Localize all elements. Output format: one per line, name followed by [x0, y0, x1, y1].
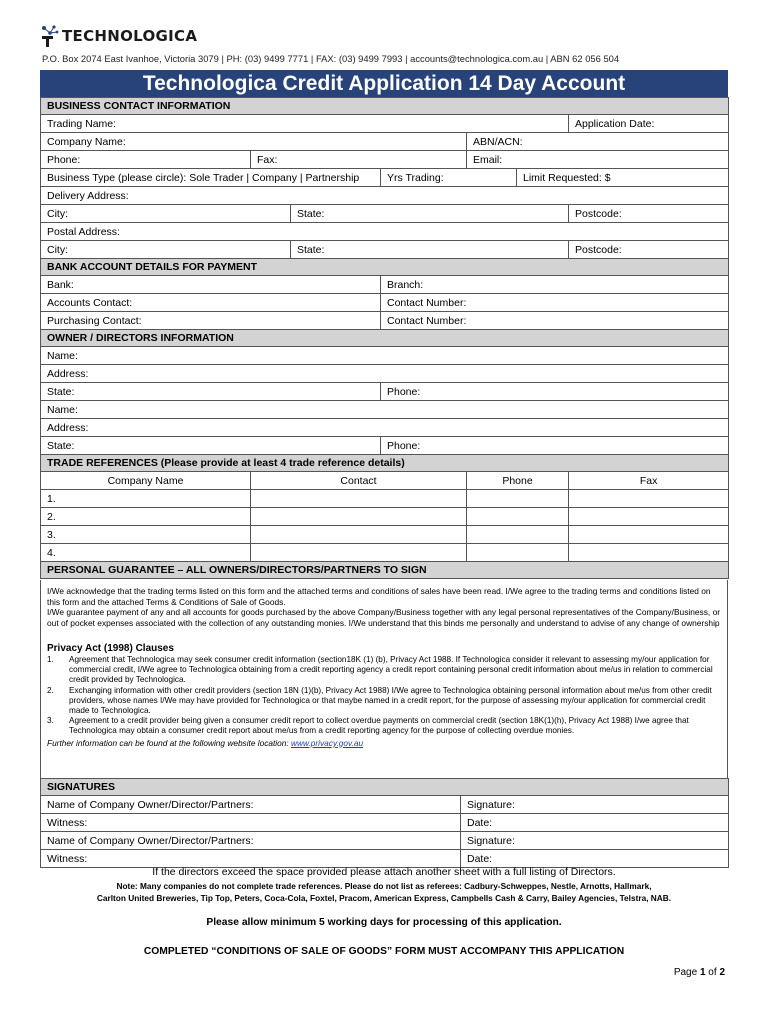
owner2-name-field[interactable]: Name: — [41, 401, 729, 419]
signatures-table — [40, 778, 729, 868]
trade-header-contact: Contact — [251, 472, 467, 490]
processing-note: Please allow minimum 5 working days for processing of this application. — [206, 917, 562, 928]
trade-ref-2-company[interactable]: 2. — [41, 508, 251, 526]
trading-name-field[interactable]: Trading Name: — [41, 115, 569, 133]
directors-note: If the directors exceed the space provided please attach another sheet with a full listing of Directors. — [152, 866, 616, 878]
postal-city-field[interactable]: City: — [41, 241, 291, 259]
business-type-field[interactable]: Business Type (please circle): Sole Trader | Company | Partnership — [41, 169, 381, 187]
referees-note-line-2: Carlton United Breweries, Tip Top, Peters, Coca-Cola, Foxtel, Pracom, American Express, Campbells Cash & Carry, Bailey Agencies, Telstra, NAB. — [96, 892, 672, 903]
email-field[interactable]: Email: — [467, 151, 729, 169]
owner1-state-field[interactable]: State: — [41, 383, 381, 401]
page-title: Technologica Credit Application 14 Day Account — [40, 70, 728, 98]
delivery-city-field[interactable]: City: — [41, 205, 291, 223]
owner2-state-field[interactable]: State: — [41, 437, 381, 455]
section-trade-references: TRADE REFERENCES (Please provide at least 4 trade reference details) — [41, 455, 729, 472]
trade-ref-2-fax[interactable] — [569, 508, 729, 526]
section-business-contact: BUSINESS CONTACT INFORMATION — [41, 98, 729, 115]
trade-ref-1-phone[interactable] — [467, 490, 569, 508]
signature-field-2[interactable]: Signature: — [461, 832, 729, 850]
page-prefix: Page — [673, 967, 700, 978]
delivery-state-field[interactable]: State: — [291, 205, 569, 223]
accounts-contact-field[interactable]: Accounts Contact: — [41, 294, 381, 312]
witness-field-1[interactable]: Witness: — [41, 814, 461, 832]
postal-state-field[interactable]: State: — [291, 241, 569, 259]
branch-field[interactable]: Branch: — [381, 276, 729, 294]
fax-field[interactable]: Fax: — [251, 151, 467, 169]
owner2-phone-field[interactable]: Phone: — [381, 437, 729, 455]
guarantee-text-block — [40, 580, 728, 778]
owner2-address-field[interactable]: Address: — [41, 419, 729, 437]
trade-ref-1-company[interactable]: 1. — [41, 490, 251, 508]
delivery-address-field[interactable]: Delivery Address: — [41, 187, 729, 205]
trade-header-fax: Fax — [569, 472, 729, 490]
company-name-field[interactable]: Company Name: — [41, 133, 467, 151]
privacy-clause — [47, 716, 721, 736]
trade-ref-1-contact[interactable] — [251, 490, 467, 508]
phone-field[interactable]: Phone: — [41, 151, 251, 169]
company-address: P.O. Box 2074 East Ivanhoe, Victoria 3079 | PH: (03) 9499 7771 | FAX: (03) 9499 7993 | accounts@technologica.com.au | ABN 62 056 504 — [42, 53, 620, 64]
table-row — [41, 490, 729, 508]
postal-postcode-field[interactable]: Postcode: — [569, 241, 729, 259]
guarantee-paragraph-1: I/We acknowledge that the trading terms listed on this form and the attached terms and conditions of sales have been read. I/We agree to the trading terms and conditions listed on this form and the attached Terms & Conditions of Sale of Goods. — [47, 586, 711, 607]
logo-text: TECHNOLOGICA — [62, 27, 198, 45]
credit-application-form — [40, 97, 729, 579]
trade-ref-4-fax[interactable] — [569, 544, 729, 562]
referees-note — [40, 881, 728, 904]
trade-ref-4-phone[interactable] — [467, 544, 569, 562]
clause-number: 2. — [47, 685, 54, 695]
witness-field-2[interactable]: Witness: — [41, 850, 461, 868]
trade-ref-3-fax[interactable] — [569, 526, 729, 544]
yrs-trading-field[interactable]: Yrs Trading: — [381, 169, 517, 187]
logo-molecule-icon — [40, 24, 60, 48]
clause-text: Agreement to a credit provider being given a consumer credit report to collect overdue payments on commercial credit (section 18K(1)(h), Privacy Act 1988) I/we agree that Technologica may obtain a consumer credit report about me/us from a credit reporting agency for the purpose of collecting overdue monies. — [69, 716, 689, 736]
privacy-heading: Privacy Act (1998) Clauses — [47, 643, 174, 654]
application-date-field[interactable]: Application Date: — [569, 115, 729, 133]
section-owner-directors: OWNER / DIRECTORS INFORMATION — [41, 330, 729, 347]
trade-ref-3-company[interactable]: 3. — [41, 526, 251, 544]
bank-field[interactable]: Bank: — [41, 276, 381, 294]
clause-text: Exchanging information with other credit providers (section 18N (1)(b), Privacy Act 1988) I/We agree to Technologica obtaining personal information about me/us from other credit providers, whose names I/We may have provided for Technologica or that maybe named in a credit report, for the purpose of assessing my/our application for commercial credit made to Technologica. — [69, 685, 712, 716]
purchasing-contact-number-field[interactable]: Contact Number: — [381, 312, 729, 330]
date-field-2[interactable]: Date: — [461, 850, 729, 868]
clause-number: 3. — [47, 716, 54, 726]
further-info-text: Further information can be found at the following website location: — [47, 737, 291, 748]
privacy-clause — [47, 655, 721, 686]
trade-ref-2-contact[interactable] — [251, 508, 467, 526]
signature-field-1[interactable]: Signature: — [461, 796, 729, 814]
trade-ref-1-fax[interactable] — [569, 490, 729, 508]
trade-ref-4-company[interactable]: 4. — [41, 544, 251, 562]
company-logo — [40, 22, 197, 50]
accounts-contact-number-field[interactable]: Contact Number: — [381, 294, 729, 312]
table-row — [41, 544, 729, 562]
trade-ref-4-contact[interactable] — [251, 544, 467, 562]
purchasing-contact-field[interactable]: Purchasing Contact: — [41, 312, 381, 330]
trade-ref-2-phone[interactable] — [467, 508, 569, 526]
trade-header-phone: Phone — [467, 472, 569, 490]
page-of: of — [705, 967, 720, 978]
section-bank-details: BANK ACCOUNT DETAILS FOR PAYMENT — [41, 259, 729, 276]
referees-note-line-1: Note: Many companies do not complete trade references. Please do not list as referees: Cadbury-Schweppes, Nestle, Arnotts, Hallmark, — [116, 881, 652, 891]
guarantee-paragraph-2: I/We guarantee payment of any and all accounts for goods purchased by the above Company/Business together with any legal personal representatives of the Company/Business, or out of pocket expenses associated with the collection of any outstanding monies. I/We understand that this binds me personally and understand to advise of any change of ownership — [47, 607, 721, 628]
page-number — [674, 967, 725, 978]
abn-field[interactable]: ABN/ACN: — [467, 133, 729, 151]
trade-ref-3-contact[interactable] — [251, 526, 467, 544]
date-field-1[interactable]: Date: — [461, 814, 729, 832]
page-total: 2 — [719, 967, 725, 978]
delivery-postcode-field[interactable]: Postcode: — [569, 205, 729, 223]
trade-header-company: Company Name — [41, 472, 251, 490]
clause-number: 1. — [47, 655, 54, 664]
owner-name-field-1[interactable]: Name of Company Owner/Director/Partners: — [41, 796, 461, 814]
clause-text: Agreement that Technologica may seek consumer credit information (section18K (1) (b), Privacy Act 1988. If Technologica consider it relevant to assessing my/our application for commercial credit, I/We agree to Technologica obtaining from a credit reporting agency a credit report containing personal credit information about me/us in relation to commercial credit provided by Technologica. — [69, 655, 713, 685]
table-row — [41, 526, 729, 544]
owner-name-field-2[interactable]: Name of Company Owner/Director/Partners: — [41, 832, 461, 850]
privacy-clause — [47, 686, 721, 717]
privacy-website-link[interactable]: www.privacy.gov.au — [290, 737, 364, 748]
owner1-name-field[interactable]: Name: — [41, 347, 729, 365]
postal-address-field[interactable]: Postal Address: — [41, 223, 729, 241]
section-personal-guarantee: PERSONAL GUARANTEE – ALL OWNERS/DIRECTORS/PARTNERS TO SIGN — [41, 562, 729, 579]
owner1-phone-field[interactable]: Phone: — [381, 383, 729, 401]
trade-ref-3-phone[interactable] — [467, 526, 569, 544]
conditions-note: COMPLETED “CONDITIONS OF SALE OF GOODS” FORM MUST ACCOMPANY THIS APPLICATION — [143, 946, 625, 957]
further-info — [47, 738, 721, 748]
section-signatures: SIGNATURES — [41, 779, 729, 796]
page-current: 1 — [699, 967, 706, 978]
table-row — [41, 508, 729, 526]
limit-requested-field[interactable]: Limit Requested: $ — [517, 169, 729, 187]
owner1-address-field[interactable]: Address: — [41, 365, 729, 383]
